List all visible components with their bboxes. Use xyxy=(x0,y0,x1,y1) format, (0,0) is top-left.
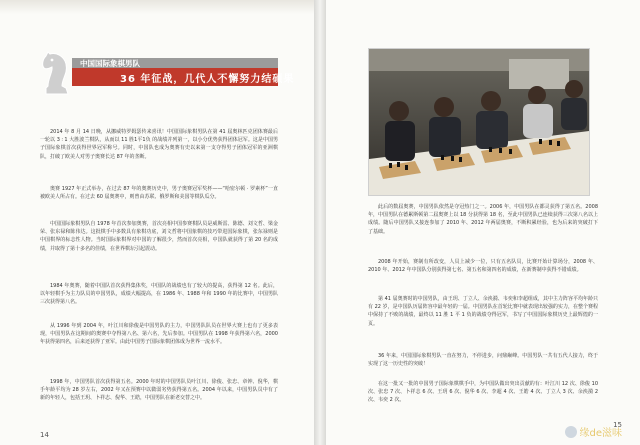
header-title-line2: 36 年征战，几代人不懈努力结硕果 xyxy=(120,74,295,85)
watermark xyxy=(565,424,623,439)
right-paragraph-4: 36 年来，中国国际象棋男队一直在努力，不停进步，问鼎巅峰。中国男队一共有五代人接力，终于实现了这一历史性的突破！ xyxy=(368,353,598,368)
article-header xyxy=(40,58,295,98)
chess-knight-icon xyxy=(40,50,74,96)
left-paragraph-1: 2014 年 8 月 14 日晚，从挪威特罗姆瑟传来喜讯！中国国际象棋男队在第 41 届奥林匹克团体赛最后一轮以 3 ∶ 1 大胜波兰棋队，从而以 11 胜1平1负 的战绩并列第一，以小分优势获得团体冠军。这是中国男子国际象棋首次获得世界冠军称号。同时，中国队也成为奥赛有史以来第一支夺得男子团体冠军的亚洲棋队，打破了欧美人对男子奥赛长达 87 年的垄断。 xyxy=(40,129,278,160)
left-paragraph-3: 中国国际象棋男队自 1978 年首次参加奥赛，首次亮相中国参赛棋队员是威斯雷、陈德、刘文哲、梁金荣、张东禄和陈伟达。这批棋手中多数具有象棋功底，刘文哲将中国象棋的技巧带进国际象棋，张东禄则是中国棋界的标志性人物。当时国际象棋界对中国的了解很少，然而首次亮相，中国队就获得了第 20 名的成绩，并取得了第十多名的佳绩，在世界棋坛引起震动。 xyxy=(40,221,278,252)
chess-tournament-photo xyxy=(368,48,590,196)
wechat-badge-icon xyxy=(565,426,577,438)
right-paragraph-1: 此后的数届奥赛，中国男队依然是夺冠热门之一。2006 年，中国男队在都灵获得了第五名。2008 年，中国男队在德累斯顿第二届奥赛上以 18 分获得第 18 名，至此中国男队已连续获得三次第八名以上成绩。随后中国男队又接连参加了 2010 年、2012 年两届奥赛，不断积累经验，也为后来的突破打下了基础。 xyxy=(368,204,598,235)
left-paragraph-4: 1984 年奥赛，随着中国队首次获得集体奖，中国队的战绩也有了较大的提高，获得第 12 名。此后，以年轻棋手为主力队员的中国男队，成绩大幅提高，在 1986 年、1988 年和 1990 年的比赛中，中国男队三次获得第八名。 xyxy=(40,283,278,306)
left-paragraph-2: 奥赛 1927 年正式举办，在过去 87 年的奥赛历史中，男子奥赛冠军奖杯——“哈密尔顿 · 罗素杯”一直被欧美人所占有。在过去 60 届奥赛中，则曾由苏联、俄罗斯和美国等棋队瓜分。 xyxy=(40,186,278,201)
page-number-left: 14 xyxy=(40,431,49,439)
left-paragraph-5: 从 1996 年到 2004 年，叶江川和徐俊是中国男队的主力，中国男队队员在世界大赛上也有了更多表现，中国男队在这期间的奥赛中夺得第八名、第六名，先后参加。中国男队在 1998 年获得第六名，2000 年获得第四名，后来还获得了亚军。由此中国男子国际象棋团体成为世界一流水平。 xyxy=(40,323,278,346)
right-page xyxy=(326,0,640,445)
left-paragraph-6: 1998 年，中国男队首次获得第五名。2000 年时的中国男队员叶江川、徐俊、张忠、章钟、倪华，棋手年龄平均为 28 岁左右，2002 年又在预赛中以微弱劣势获得第五名。2004 年以来，中国男队员中有了新的年轻人，包括王玥、卜祥志、倪华、王皓，中国男队在新老交替之中。 xyxy=(40,379,278,402)
right-paragraph-2: 2008 年开始，赛制有所改变，人员上减少一位，只有五名队员，比赛开始计算场分，2008 年、2010 年、2012 年中国队分别获得第七名、第五名和第四名的成绩，在新赛制中获得不错成绩。 xyxy=(368,259,598,274)
book-gutter xyxy=(314,0,326,445)
right-paragraph-5: 在这一批又一批的中国男子国际象棋棋手中，为中国队做出突出贡献的有：叶江川 12 次、徐俊 10 次、张忠 7 次、卜祥志 6 次、王玥 6 次、倪华 6 次、李超 4 次、王皓 4 次、丁立人 3 次、余泱漪 2 次、韦奕 2 次。 xyxy=(368,381,598,404)
left-page xyxy=(0,0,314,445)
right-paragraph-3: 第 41 届奥赛时的中国男队，由王玥、丁立人、余泱漪、韦奕和李超组成，其中主力阵容平均年龄只有 22 岁，是中国队历届阵容中最年轻的一届。中国男队在首轮比赛中就表现出较强的实力，在整个赛程中保持了不败的战绩，最终以 11 胜 1 平 1 负的战绩夺得冠军，书写了中国国际象棋历史上最辉煌的一页。 xyxy=(368,296,598,327)
top-shadow xyxy=(0,0,314,14)
photo-illustration xyxy=(369,49,589,195)
page-number-right: 15 xyxy=(613,421,622,429)
header-title-line1: 中国国际象棋男队 xyxy=(80,59,140,68)
watermark-text: 缘de滋味 xyxy=(579,428,622,439)
